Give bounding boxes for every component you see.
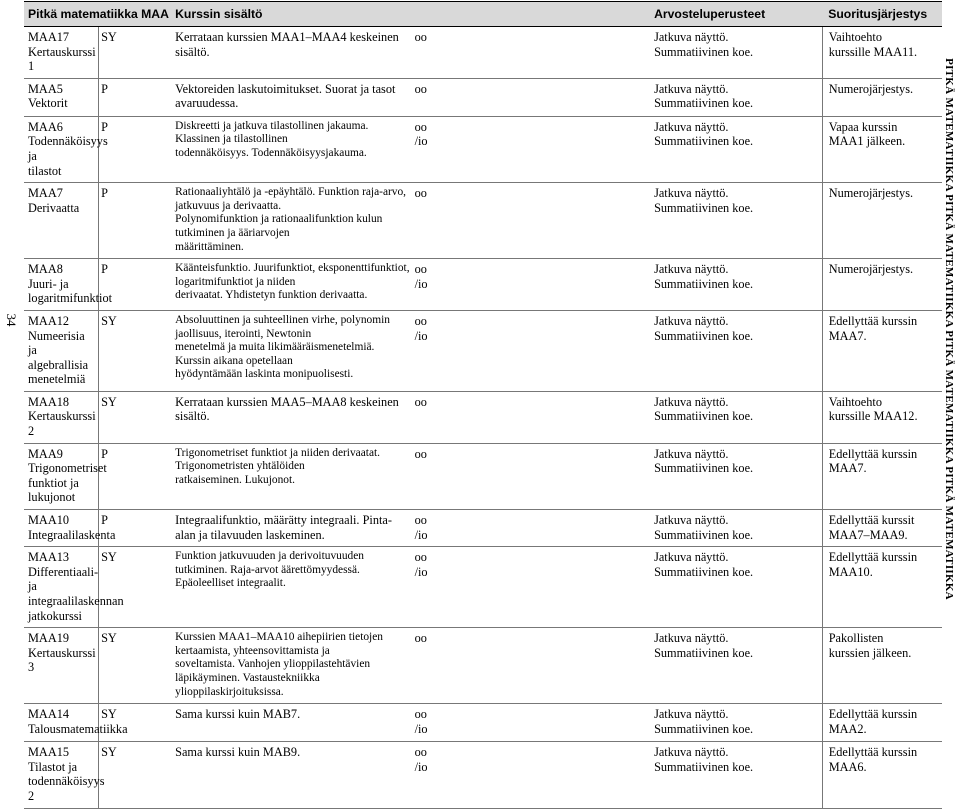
- course-cell: [24, 78, 99, 116]
- curriculum-table: [24, 1, 942, 809]
- grading-criteria: Jatkuva näyttö. Summatiivinen koe.: [652, 742, 822, 808]
- course-code: MAA14: [28, 707, 69, 722]
- course-type: SY: [99, 742, 174, 808]
- table-row: [24, 259, 942, 311]
- completion-order: Vapaa kurssin MAA1 jälkeen.: [822, 116, 942, 182]
- course-content: Absoluuttinen ja suhteellinen virhe, polynomin jaollisuus, iterointi, Newtonin menetelmä ja muita likimääräismenetelmiä. Kurssin aikana opetellaan hyödyntämään laskinta monipuolisesti.: [173, 310, 412, 391]
- table-body: [24, 27, 942, 809]
- course-type: SY: [99, 310, 174, 391]
- course-name: Talousmatematiikka: [28, 721, 128, 736]
- course-name: Differentiaali- ja integraalilaskennan jatkokurssi: [28, 564, 124, 623]
- course-type: P: [99, 116, 174, 182]
- study-mode: oo /io: [413, 704, 652, 742]
- vertical-sidebar-label: [940, 0, 958, 657]
- header-grading: Arvosteluperusteet: [652, 2, 822, 27]
- table-row: [24, 310, 942, 391]
- page-number: 34: [4, 313, 19, 327]
- table-row: [24, 510, 942, 547]
- grading-criteria: Jatkuva näyttö. Summatiivinen koe.: [652, 116, 822, 182]
- table-row: [24, 628, 942, 704]
- table-row: [24, 742, 942, 808]
- table-row: [24, 78, 942, 116]
- course-name: Derivaatta: [28, 200, 80, 215]
- completion-order: Edellyttää kurssin MAA7.: [822, 443, 942, 509]
- course-code: MAA9: [28, 446, 63, 461]
- course-cell: [24, 628, 99, 704]
- course-cell: [24, 510, 116, 547]
- header-order: Suoritusjärjestys: [822, 2, 942, 27]
- course-content: Kurssien MAA1–MAA10 aihepiirien tietojen kertaamista, yhteensovittamista ja soveltamista. Vanhojen ylioppilastehtävien läpikäyminen. Vastaustekniikka ylioppilaskirjoituksissa.: [173, 628, 412, 704]
- course-type: SY: [99, 27, 174, 79]
- grading-criteria: Jatkuva näyttö. Summatiivinen koe.: [652, 78, 822, 116]
- course-cell: [24, 742, 105, 808]
- course-code: MAA12: [28, 313, 69, 328]
- course-content: Kerrataan kurssien MAA1–MAA4 keskeinen sisältö.: [173, 27, 412, 79]
- sidebar-text: PITKÄ MATEMATIIKKA PITKÄ MATEMATIIKKA PITKÄ MATEMATIIKKA PITKÄ MATEMATIIKKA: [943, 57, 955, 600]
- course-code: MAA19: [28, 631, 69, 646]
- grading-criteria: Jatkuva näyttö. Summatiivinen koe.: [652, 510, 822, 547]
- course-content: Integraalifunktio, määrätty integraali. Pinta-alan ja tilavuuden laskeminen.: [173, 510, 412, 547]
- grading-criteria: Jatkuva näyttö. Summatiivinen koe.: [652, 443, 822, 509]
- study-mode: oo: [413, 628, 652, 704]
- course-cell: [24, 391, 99, 443]
- header-course: Pitkä matematiikka MAA: [24, 2, 173, 27]
- course-type: SY: [99, 704, 174, 742]
- grading-criteria: Jatkuva näyttö. Summatiivinen koe.: [652, 259, 822, 311]
- course-code: MAA6: [28, 119, 63, 134]
- course-name: Trigonometriset funktiot ja lukujonot: [28, 461, 107, 505]
- study-mode: oo /io: [413, 116, 652, 182]
- course-name: Kertauskurssi 1: [28, 44, 96, 74]
- study-mode: oo: [413, 391, 652, 443]
- course-content: Vektoreiden laskutoimitukset. Suorat ja tasot avaruudessa.: [173, 78, 412, 116]
- table-row: [24, 443, 942, 509]
- study-mode: oo: [413, 27, 652, 79]
- course-name: Kertauskurssi 3: [28, 645, 96, 675]
- table-row: [24, 183, 942, 259]
- course-content: Funktion jatkuvuuden ja derivoituvuuden tutkiminen. Raja-arvot äärettömyydessä. Epäoleelliset integraalit.: [173, 547, 412, 628]
- course-cell: [24, 310, 99, 391]
- course-cell: [24, 183, 99, 259]
- course-type: P: [99, 510, 174, 547]
- study-mode: oo /io: [413, 510, 652, 547]
- course-content: Rationaaliyhtälö ja -epäyhtälö. Funktion raja-arvo, jatkuvuus ja derivaatta. Polynomifunktion ja rationaalifunktion kulun tutkiminen ja ääriarvojen määrittäminen.: [173, 183, 412, 259]
- completion-order: Numerojärjestys.: [822, 183, 942, 259]
- course-name: Vektorit: [28, 96, 68, 111]
- completion-order: Numerojärjestys.: [822, 259, 942, 311]
- grading-criteria: Jatkuva näyttö. Summatiivinen koe.: [652, 183, 822, 259]
- completion-order: Pakollisten kurssien jälkeen.: [822, 628, 942, 704]
- study-mode: oo /io: [413, 547, 652, 628]
- study-mode: oo: [413, 78, 652, 116]
- course-code: MAA7: [28, 186, 63, 201]
- table-row: [24, 27, 942, 79]
- course-content: Trigonometriset funktiot ja niiden derivaatat. Trigonometristen yhtälöiden ratkaiseminen. Lukujonot.: [173, 443, 412, 509]
- course-cell: [24, 27, 99, 79]
- table-row: [24, 116, 942, 182]
- course-content: Sama kurssi kuin MAB7.: [173, 704, 412, 742]
- course-name: Numeerisia ja algebrallisia menetelmiä: [28, 328, 89, 387]
- grading-criteria: Jatkuva näyttö. Summatiivinen koe.: [652, 547, 822, 628]
- course-content: Diskreetti ja jatkuva tilastollinen jakauma. Klassinen ja tilastollinen todennäköisyys. Todennäköisyysjakauma.: [173, 116, 412, 182]
- course-content: Käänteisfunktio. Juurifunktiot, eksponenttifunktiot, logaritmifunktiot ja niiden derivaatat. Yhdistetyn funktion derivaatta.: [173, 259, 412, 311]
- table-row: [24, 547, 942, 628]
- completion-order: Edellyttää kurssin MAA7.: [822, 310, 942, 391]
- course-code: MAA15: [28, 745, 69, 760]
- course-name: Kertauskurssi 2: [28, 409, 96, 439]
- course-name: Integraalilaskenta: [28, 527, 116, 542]
- course-type: SY: [99, 547, 174, 628]
- course-content: Sama kurssi kuin MAB9.: [173, 742, 412, 808]
- grading-criteria: Jatkuva näyttö. Summatiivinen koe.: [652, 391, 822, 443]
- course-cell: [24, 116, 108, 182]
- completion-order: Edellyttää kurssin MAA6.: [822, 742, 942, 808]
- study-mode: oo /io: [413, 310, 652, 391]
- course-cell: [24, 259, 113, 311]
- grading-criteria: Jatkuva näyttö. Summatiivinen koe.: [652, 628, 822, 704]
- completion-order: Edellyttää kurssin MAA2.: [822, 704, 942, 742]
- study-mode: oo /io: [413, 259, 652, 311]
- grading-criteria: Jatkuva näyttö. Summatiivinen koe.: [652, 310, 822, 391]
- study-mode: oo: [413, 443, 652, 509]
- course-type: P: [99, 443, 174, 509]
- study-mode: oo /io: [413, 742, 652, 808]
- course-code: MAA18: [28, 394, 69, 409]
- study-mode: oo: [413, 183, 652, 259]
- table-row: [24, 391, 942, 443]
- course-name: Todennäköisyys ja tilastot: [28, 134, 108, 178]
- grading-criteria: Jatkuva näyttö. Summatiivinen koe.: [652, 704, 822, 742]
- course-name: Tilastot ja todennäköisyys 2: [28, 759, 105, 803]
- course-content: Kerrataan kurssien MAA5–MAA8 keskeinen sisältö.: [173, 391, 412, 443]
- course-type: SY: [99, 628, 174, 704]
- table-header-row: [24, 2, 942, 27]
- header-content: Kurssin sisältö: [173, 2, 652, 27]
- table-row: [24, 704, 942, 742]
- completion-order: Vaihtoehto kurssille MAA12.: [822, 391, 942, 443]
- course-type: P: [99, 78, 174, 116]
- course-name: Juuri- ja logaritmifunktiot: [28, 276, 113, 306]
- completion-order: Edellyttää kurssit MAA7–MAA9.: [822, 510, 942, 547]
- course-code: MAA5: [28, 81, 63, 96]
- course-type: SY: [99, 391, 174, 443]
- course-type: P: [99, 183, 174, 259]
- completion-order: Vaihtoehto kurssille MAA11.: [822, 27, 942, 79]
- course-code: MAA13: [28, 550, 69, 565]
- course-cell: [24, 443, 107, 509]
- course-code: MAA8: [28, 262, 63, 277]
- course-code: MAA17: [28, 30, 69, 44]
- grading-criteria: Jatkuva näyttö. Summatiivinen koe.: [652, 27, 822, 79]
- completion-order: Numerojärjestys.: [822, 78, 942, 116]
- course-code: MAA10: [28, 513, 69, 528]
- completion-order: Edellyttää kurssin MAA10.: [822, 547, 942, 628]
- course-type: P: [99, 259, 174, 311]
